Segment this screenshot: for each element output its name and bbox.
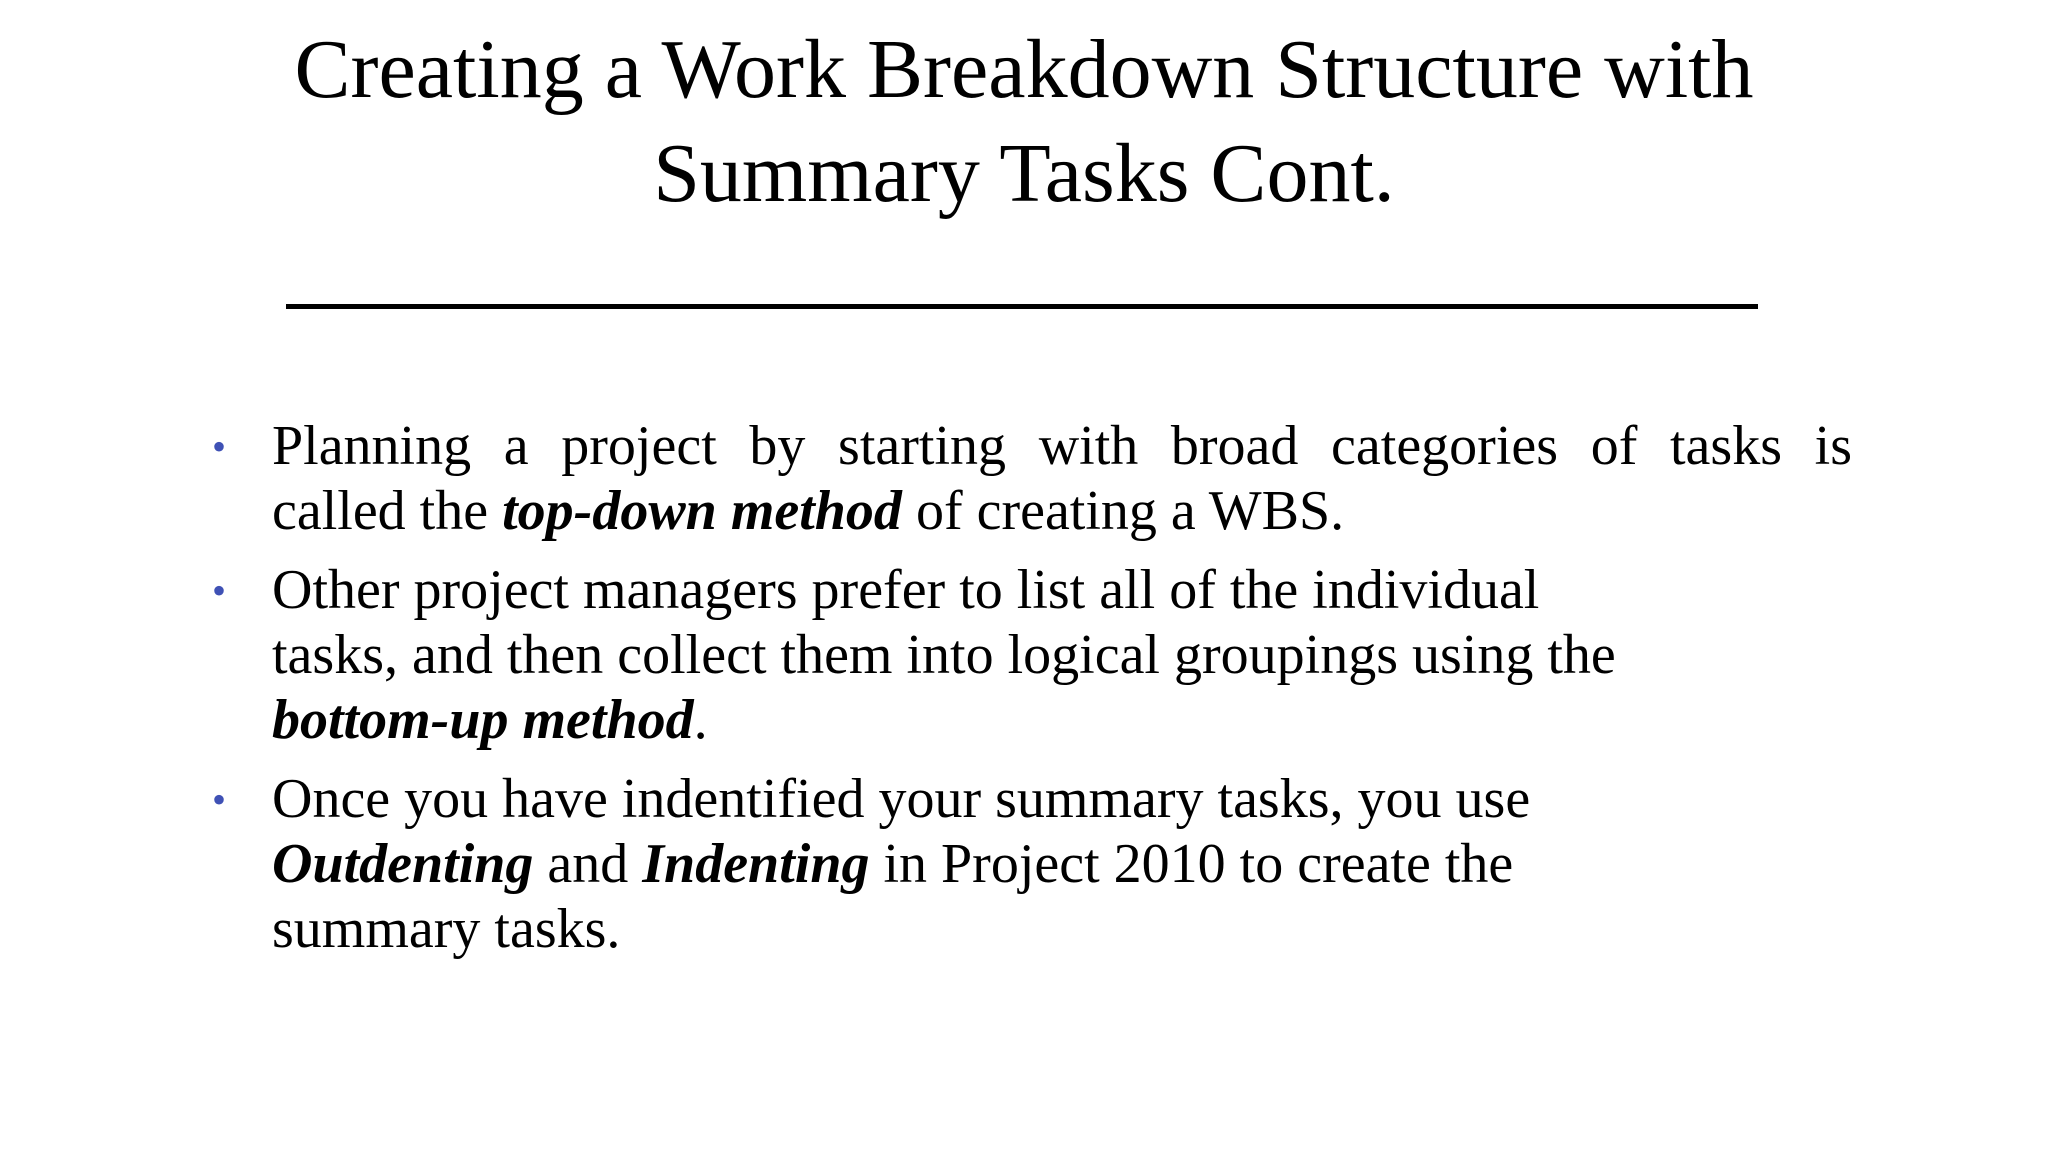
- bullet-line: [272, 897, 1852, 962]
- bullet-text: [272, 558, 1852, 753]
- text-run: .: [693, 689, 708, 751]
- bullet-line: [272, 767, 1852, 832]
- bullet-item: [212, 767, 1852, 962]
- bullet-item: [212, 414, 1852, 544]
- bullet-text: [272, 414, 1852, 544]
- term-indenting: Indenting: [642, 833, 870, 895]
- text-run: summary tasks.: [272, 898, 621, 960]
- text-run: of creating a WBS.: [901, 480, 1345, 542]
- text-run: tasks, and then collect them into logical groupings using the: [272, 624, 1616, 686]
- term-top-down-method: top-down method: [502, 480, 902, 542]
- text-run: Once you have indentified your summary tasks, you use: [272, 768, 1531, 830]
- bullet-line: [272, 558, 1852, 623]
- term-outdenting: Outdenting: [272, 833, 534, 895]
- bullet-item: [212, 558, 1852, 753]
- title-divider: [286, 304, 1758, 309]
- slide-title: [150, 18, 1898, 226]
- bullet-icon: •: [212, 568, 227, 613]
- text-run: Planning a project by starting with broad categories of tasks is: [272, 415, 1852, 477]
- slide-title-line-1: Creating a Work Breakdown Structure with: [294, 23, 1754, 116]
- bullet-line: [272, 414, 1852, 479]
- bullet-text: [272, 767, 1852, 962]
- slide-title-line-2: Summary Tasks Cont.: [653, 127, 1395, 220]
- text-run: in Project 2010 to create the: [869, 833, 1514, 895]
- bullet-list: [212, 414, 1852, 976]
- bullet-line: [272, 479, 1852, 544]
- text-run: and: [533, 833, 643, 895]
- bullet-icon: •: [212, 424, 227, 469]
- term-bottom-up-method: bottom-up method: [272, 689, 694, 751]
- bullet-line: [272, 832, 1852, 897]
- text-run: called the: [272, 480, 503, 542]
- bullet-line: [272, 688, 1852, 753]
- text-run: Other project managers prefer to list all of the individual: [272, 559, 1540, 621]
- bullet-icon: •: [212, 777, 227, 822]
- bullet-line: [272, 623, 1852, 688]
